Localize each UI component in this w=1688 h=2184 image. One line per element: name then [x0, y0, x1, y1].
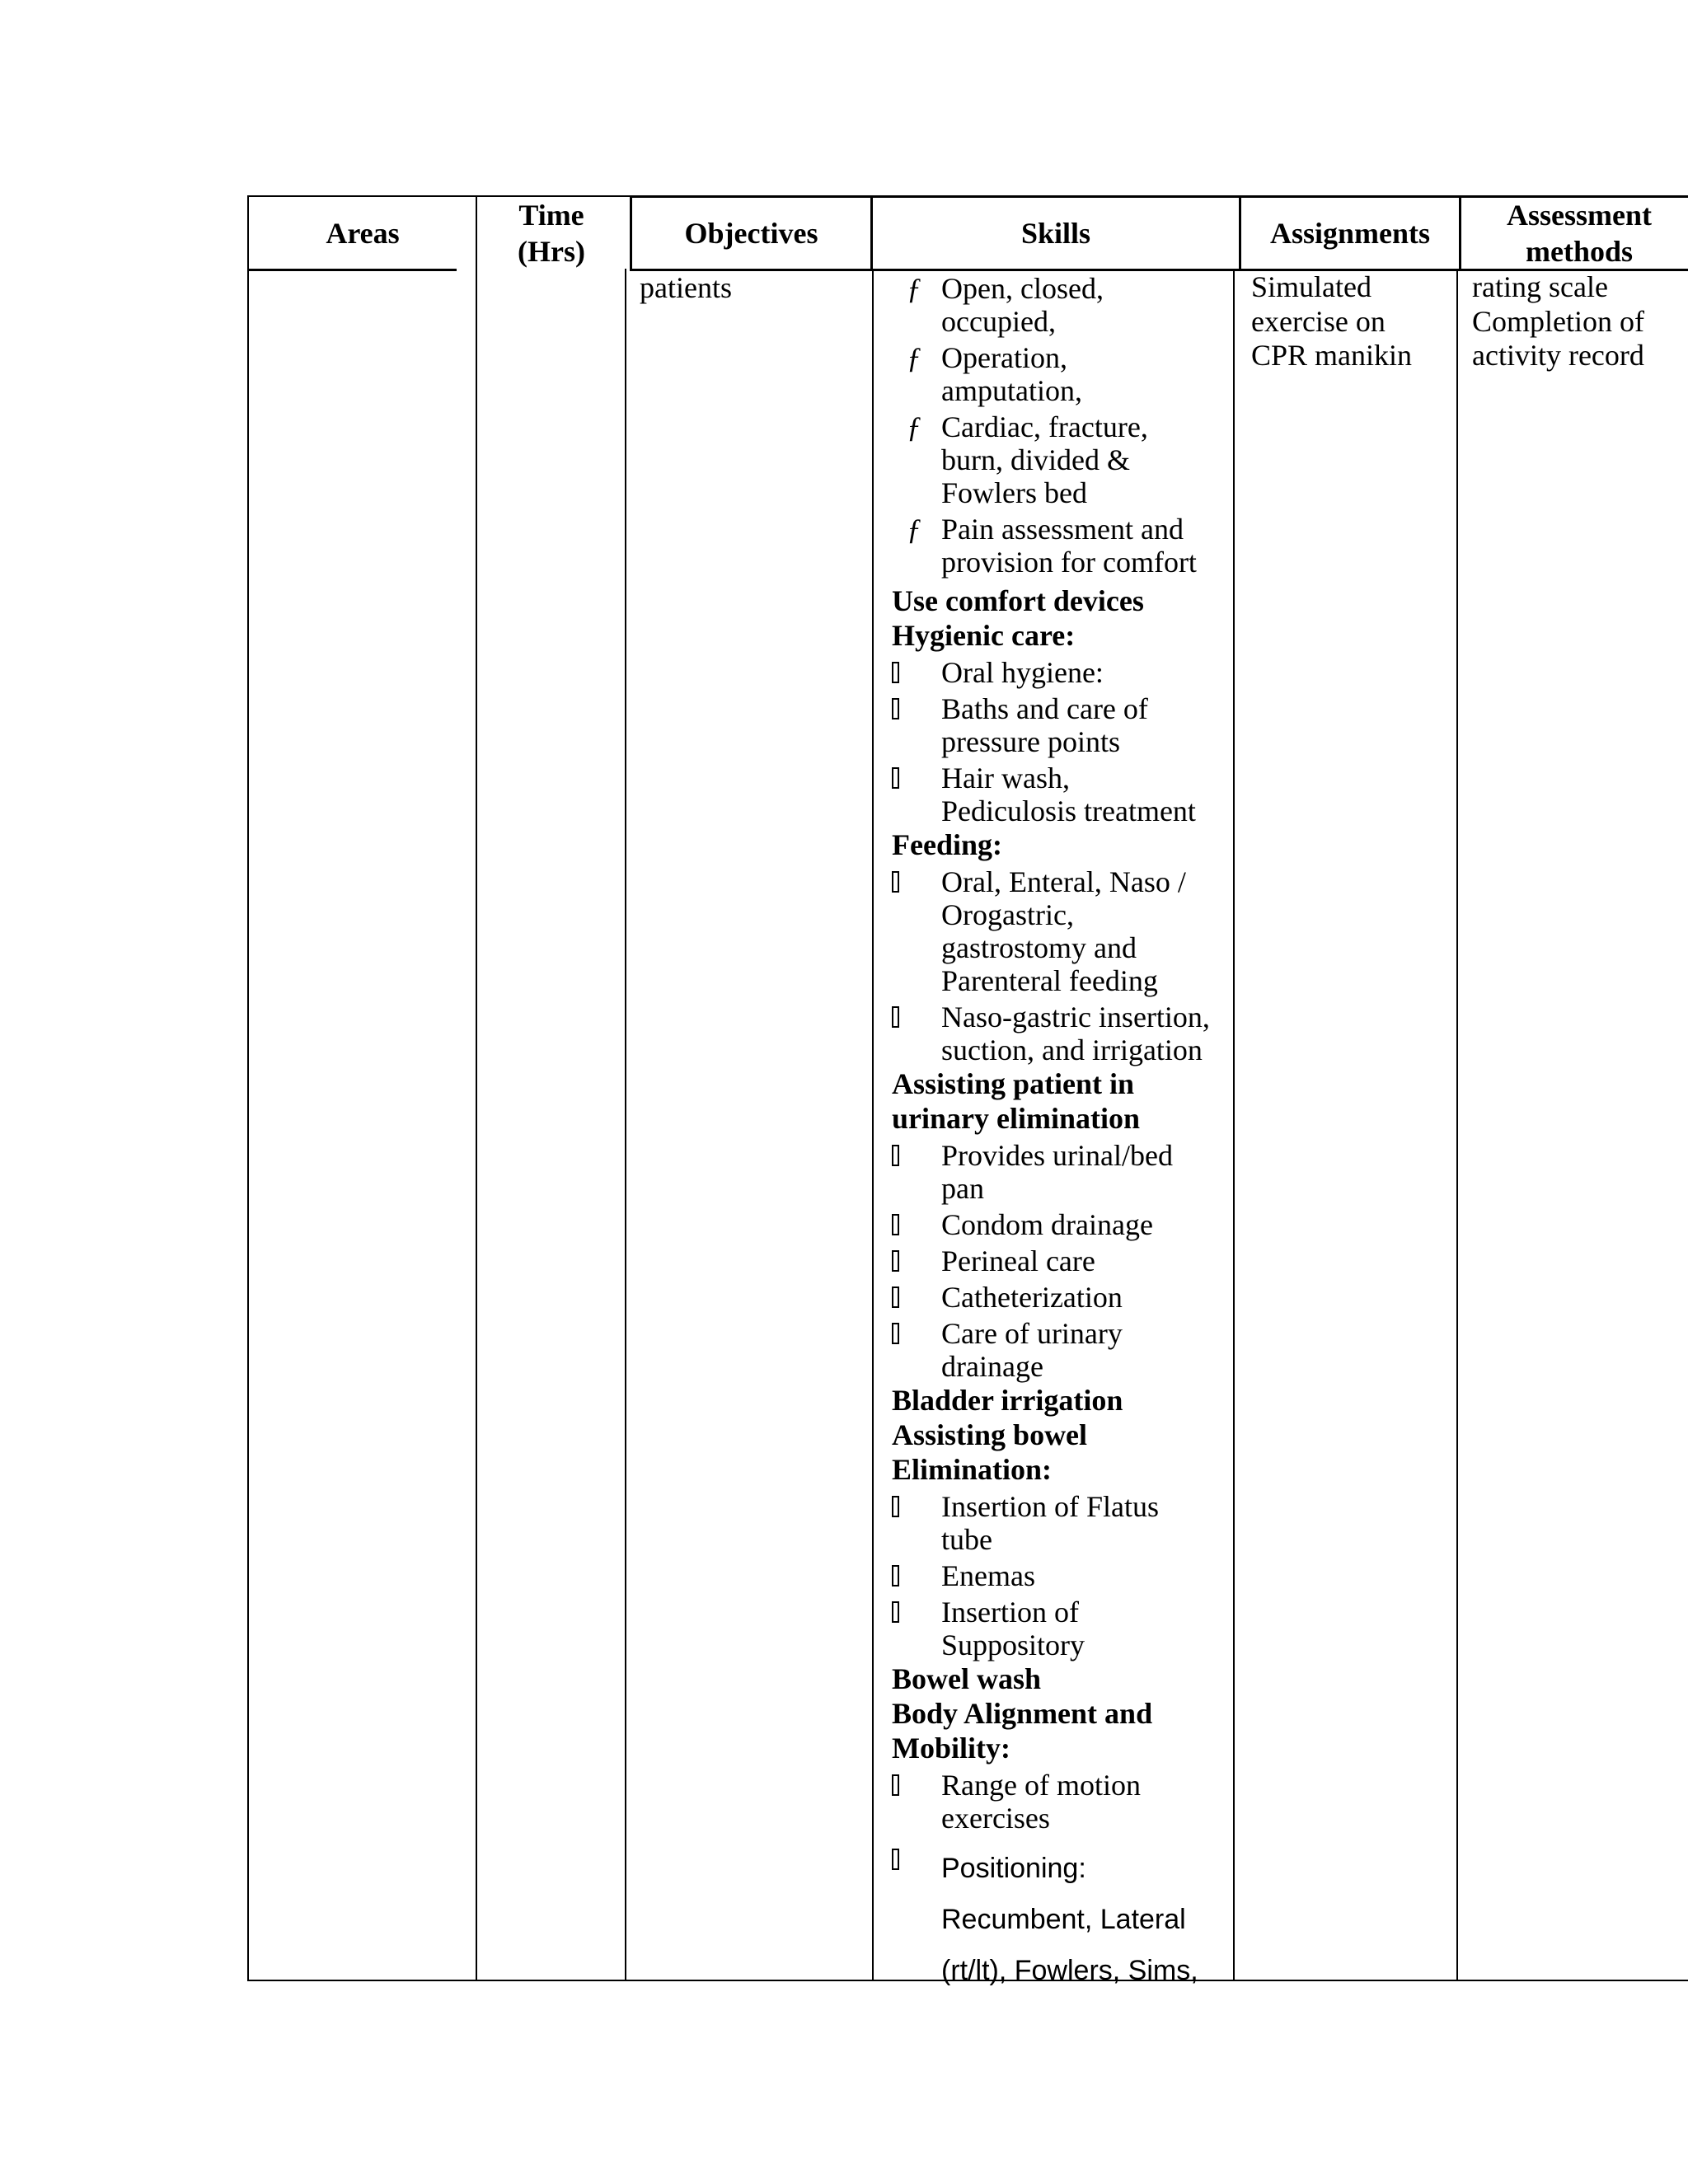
skill-item-line: occupied,	[941, 305, 1056, 338]
bullet-box-icon	[892, 1769, 925, 1802]
skill-item-line: Naso-gastric insertion,	[941, 1001, 1210, 1033]
bullet-box-icon	[892, 1596, 925, 1629]
feeding-list	[892, 865, 1238, 1066]
skill-list-item	[892, 1769, 1238, 1835]
bowel-wash-heading: Bowel wash	[892, 1662, 1042, 1695]
time-header-line2: (Hrs)	[518, 235, 585, 268]
assignments-line: Simulated	[1251, 270, 1372, 303]
bed-making-list	[892, 272, 1238, 579]
skill-list-item	[892, 1559, 1238, 1592]
assessment-header-line1: Assessment	[1507, 199, 1652, 232]
skills-header: Skills	[1020, 217, 1091, 250]
assignments-header: Assignments	[1269, 217, 1431, 250]
areas-header-underline	[247, 269, 457, 271]
skill-list-item	[892, 1596, 1238, 1661]
skill-list-item	[892, 656, 1238, 689]
skill-item-line: Suppository	[941, 1629, 1085, 1661]
skill-item-line: Fowlers bed	[941, 476, 1087, 509]
skill-list-item	[892, 865, 1238, 997]
bullet-f-icon: ƒ	[907, 513, 921, 546]
bullet-f-icon: ƒ	[907, 272, 921, 305]
time-header	[477, 198, 626, 269]
col-border-assessment	[1456, 269, 1458, 1981]
urinary-heading-line1: Assisting patient in	[892, 1067, 1135, 1100]
bullet-box-icon	[892, 865, 925, 899]
bladder-irrigation-heading: Bladder irrigation	[892, 1384, 1123, 1417]
positioning-line: Positioning:	[941, 1853, 1086, 1884]
urinary-heading-line2: urinary elimination	[892, 1102, 1141, 1135]
skill-item-line: Orogastric,	[941, 898, 1074, 931]
skill-item-line: gastrostomy and	[941, 931, 1137, 964]
bullet-box-icon	[892, 1559, 925, 1593]
skill-item-line: provision for comfort	[941, 546, 1197, 579]
bullet-box-icon	[892, 1001, 925, 1034]
skill-item-line: Baths and care of	[941, 692, 1148, 725]
skill-item-line: Open, closed,	[941, 272, 1104, 305]
skill-list-item	[892, 1208, 1238, 1241]
bowel-heading-line2: Elimination:	[892, 1453, 1053, 1486]
comfort-devices-heading: Use comfort devices	[892, 584, 1144, 617]
skill-item-line: burn, divided &	[941, 443, 1130, 476]
hygienic-care-heading: Hygienic care:	[892, 619, 1076, 652]
skill-list-item	[892, 1281, 1238, 1314]
skill-item-line: Catheterization	[941, 1281, 1123, 1314]
assignments-line: CPR manikin	[1251, 339, 1413, 372]
skill-item-line: Provides urinal/bed	[941, 1139, 1173, 1172]
body-alignment-list	[892, 1769, 1238, 1835]
col-border-left	[247, 195, 249, 1981]
bullet-box-icon	[892, 692, 925, 726]
skill-item-line: Oral hygiene:	[941, 656, 1104, 689]
hygienic-care-list	[892, 656, 1238, 827]
assessment-line: rating scale	[1472, 270, 1608, 303]
skill-list-item	[892, 692, 1238, 758]
skill-item-line: Pediculosis treatment	[941, 794, 1196, 827]
skill-list-item	[892, 1490, 1238, 1556]
bullet-box-icon	[892, 762, 925, 795]
skill-item-line: Cardiac, fracture,	[941, 410, 1148, 443]
bullet-box-icon	[892, 1490, 925, 1524]
bowel-list	[892, 1490, 1238, 1661]
positioning-line: Recumbent, Lateral	[941, 1904, 1186, 1935]
skill-item-line: Care of urinary	[941, 1317, 1123, 1350]
positioning-line: (rt/lt), Fowlers, Sims,	[941, 1955, 1198, 1986]
skill-item-line: Pain assessment and	[941, 513, 1184, 546]
bullet-box-icon	[892, 656, 925, 690]
skill-list-item	[892, 1244, 1238, 1277]
bullet-box-icon	[892, 1281, 925, 1315]
skill-item-line: exercises	[941, 1802, 1050, 1835]
skills-cell	[892, 269, 1238, 1996]
assessment-header-line2: methods	[1525, 235, 1633, 268]
skill-list-item	[892, 1317, 1238, 1383]
assessment-header	[1461, 198, 1688, 269]
assignments-line: exercise on	[1251, 304, 1386, 338]
urinary-list	[892, 1139, 1238, 1383]
bullet-f-icon: ƒ	[907, 410, 921, 443]
skill-item-line: pan	[941, 1172, 984, 1205]
bowel-heading-line1: Assisting bowel	[892, 1418, 1088, 1451]
body-alignment-heading-line1: Body Alignment and	[892, 1697, 1153, 1730]
assessment-line: Completion of	[1472, 304, 1644, 338]
col-border-objectives	[625, 269, 626, 1981]
bullet-f-icon: ƒ	[907, 341, 921, 374]
skill-item-line: Operation,	[941, 341, 1067, 374]
skill-list-item	[892, 272, 1238, 338]
skill-list-item	[892, 513, 1238, 579]
bullet-box-icon	[892, 1244, 925, 1278]
skill-list-item	[892, 410, 1238, 509]
skill-item-line: Enemas	[941, 1559, 1035, 1592]
assignments-cell	[1251, 270, 1412, 373]
skill-list-item	[892, 762, 1238, 827]
feeding-heading: Feeding:	[892, 828, 1002, 861]
bullet-box-icon	[892, 1317, 925, 1351]
skill-item-line: Perineal care	[941, 1244, 1095, 1277]
bullet-box-icon	[892, 1208, 925, 1242]
objectives-text: patients	[640, 271, 732, 304]
skill-item-line: Condom drainage	[941, 1208, 1153, 1241]
time-header-line1: Time	[518, 199, 584, 232]
skill-item-line: Parenteral feeding	[941, 964, 1158, 997]
assessment-line: activity record	[1472, 339, 1644, 372]
skill-item-line: tube	[941, 1523, 992, 1556]
skill-item-line: pressure points	[941, 725, 1120, 758]
body-alignment-heading-line2: Mobility:	[892, 1732, 1010, 1765]
skill-list-item	[892, 1139, 1238, 1205]
skill-item-line: amputation,	[941, 374, 1082, 407]
skill-item-line: Insertion of Flatus	[941, 1490, 1159, 1523]
skill-item-line: Oral, Enteral, Naso /	[941, 865, 1186, 898]
col-border-skills	[872, 269, 874, 1981]
assessment-cell	[1472, 270, 1644, 373]
skill-item-line: drainage	[941, 1350, 1043, 1383]
bullet-box-icon	[892, 1843, 925, 1877]
skill-list-item	[892, 1001, 1238, 1066]
areas-header: Areas	[326, 217, 400, 250]
objectives-header: Objectives	[684, 217, 818, 250]
skill-item-line: suction, and irrigation	[941, 1033, 1203, 1066]
positioning-item	[892, 1843, 1238, 1996]
skill-item-line: Range of motion	[941, 1769, 1141, 1802]
skill-list-item	[892, 341, 1238, 407]
bullet-box-icon	[892, 1139, 925, 1173]
skill-item-line: Insertion of	[941, 1596, 1079, 1629]
col-border-time	[476, 195, 477, 1981]
skill-item-line: Hair wash,	[941, 762, 1070, 794]
